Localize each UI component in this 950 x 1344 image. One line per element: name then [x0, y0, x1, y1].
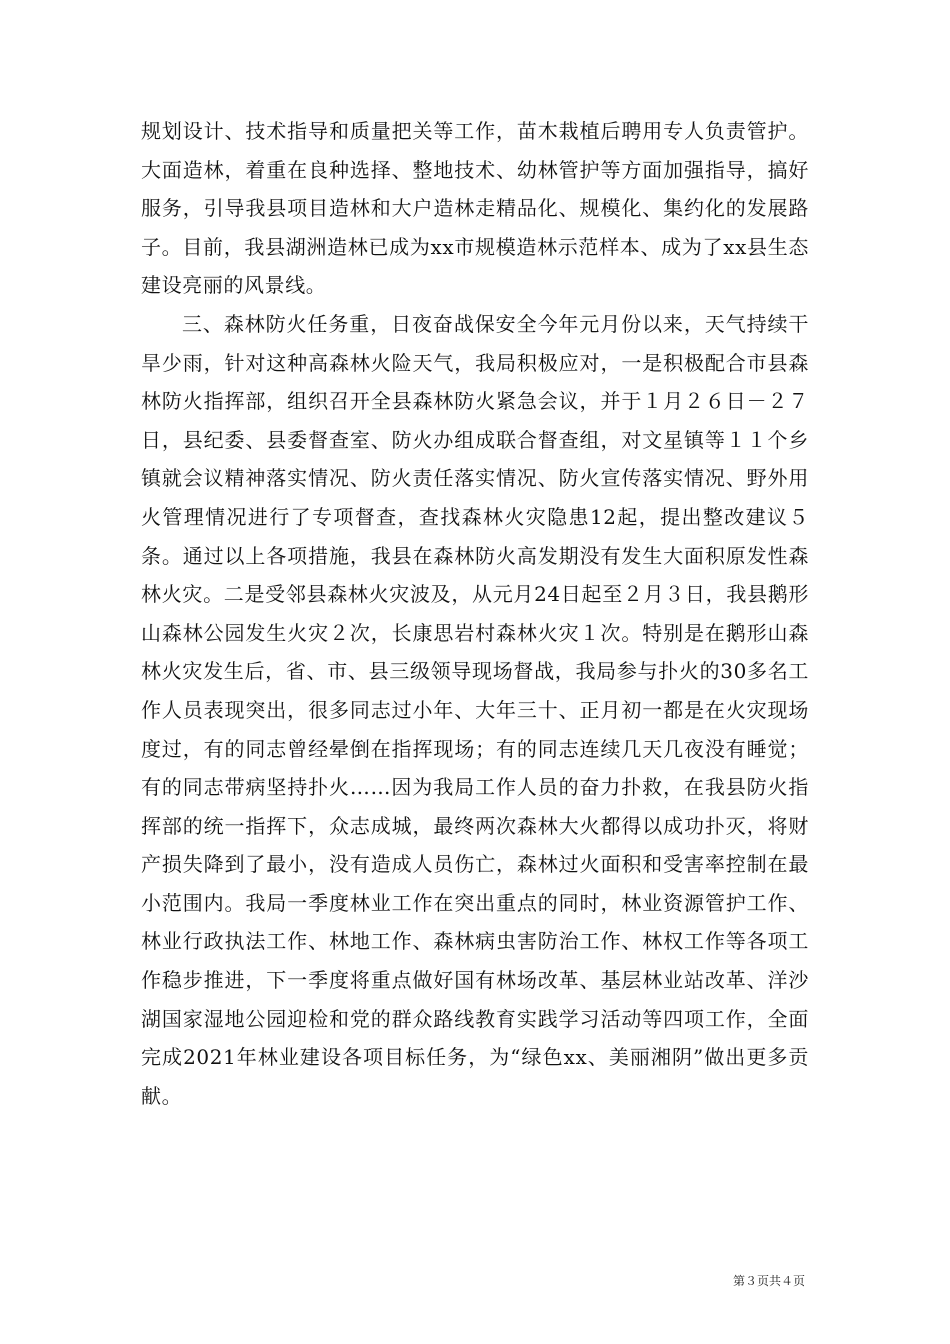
paragraph-afforestation-guidance: 规划设计、技术指导和质量把关等工作，苗木栽植后聘用专人负责管护。大面造林，着重在良种选择、整地技术、幼林管护等方面加强指导，搞好服务，引导我县项目造林和大户造林走精品化、规模化、集约化的发展路子。目前，我县湖洲造林已成为xx市规模造林示范样本、成为了xx县生态建设亮丽的风景线。	[141, 119, 809, 298]
paragraph-forest-fire-prevention: 三、森林防火任务重，日夜奋战保安全今年元月份以来，天气持续干旱少雨，针对这种高森林火险天气，我局积极应对，一是积极配合市县森林防火指挥部，组织召开全县森林防火紧急会议，并于１月２６日－２７日，县纪委、县委督查室、防火办组成联合督查组，对文星镇等１１个乡镇就会议精神落实情况、防火责任落实情况、防火宣传落实情况、野外用火管理情况进行了专项督查，查找森林火灾隐患12起，提出整改建议５条。通过以上各项措施，我县在森林防火高发期没有发生大面积原发性森林火灾。二是受邻县森林火灾波及，从元月24日起至２月３日，我县鹅形山森林公园发生火灾２次，长康思岩村森林火灾１次。特别是在鹅形山森林火灾发生后，省、市、县三级领导现场督战，我局参与扑火的30多名工作人员表现突出，很多同志过小年、大年三十、正月初一都是在火灾现场度过，有的同志曾经晕倒在指挥现场；有的同志连续几天几夜没有睡觉；有的同志带病坚持扑火……因为我局工作人员的奋力扑救，在我县防火指挥部的统一指挥下，众志成城，最终两次森林大火都得以成功扑灭，将财产损失降到了最小，没有造成人员伤亡，森林过火面积和受害率控制在最小范围内。我局一季度林业工作在突出重点的同时，林业资源管护工作、林业行政执法工作、林地工作、森林病虫害防治工作、林权工作等各项工作稳步推进，下一季度将重点做好国有林场改革、基层林业站改革、洋沙湖国家湿地公园迎检和党的群众路线教育实践学习活动等四项工作，全面完成2021年林业建设各项目标任务，为“绿色xx、美丽湘阴”做出更多贡献。	[141, 311, 809, 1108]
page-number: 第３页共４页	[732, 1274, 805, 1288]
document-body	[141, 112, 809, 1115]
